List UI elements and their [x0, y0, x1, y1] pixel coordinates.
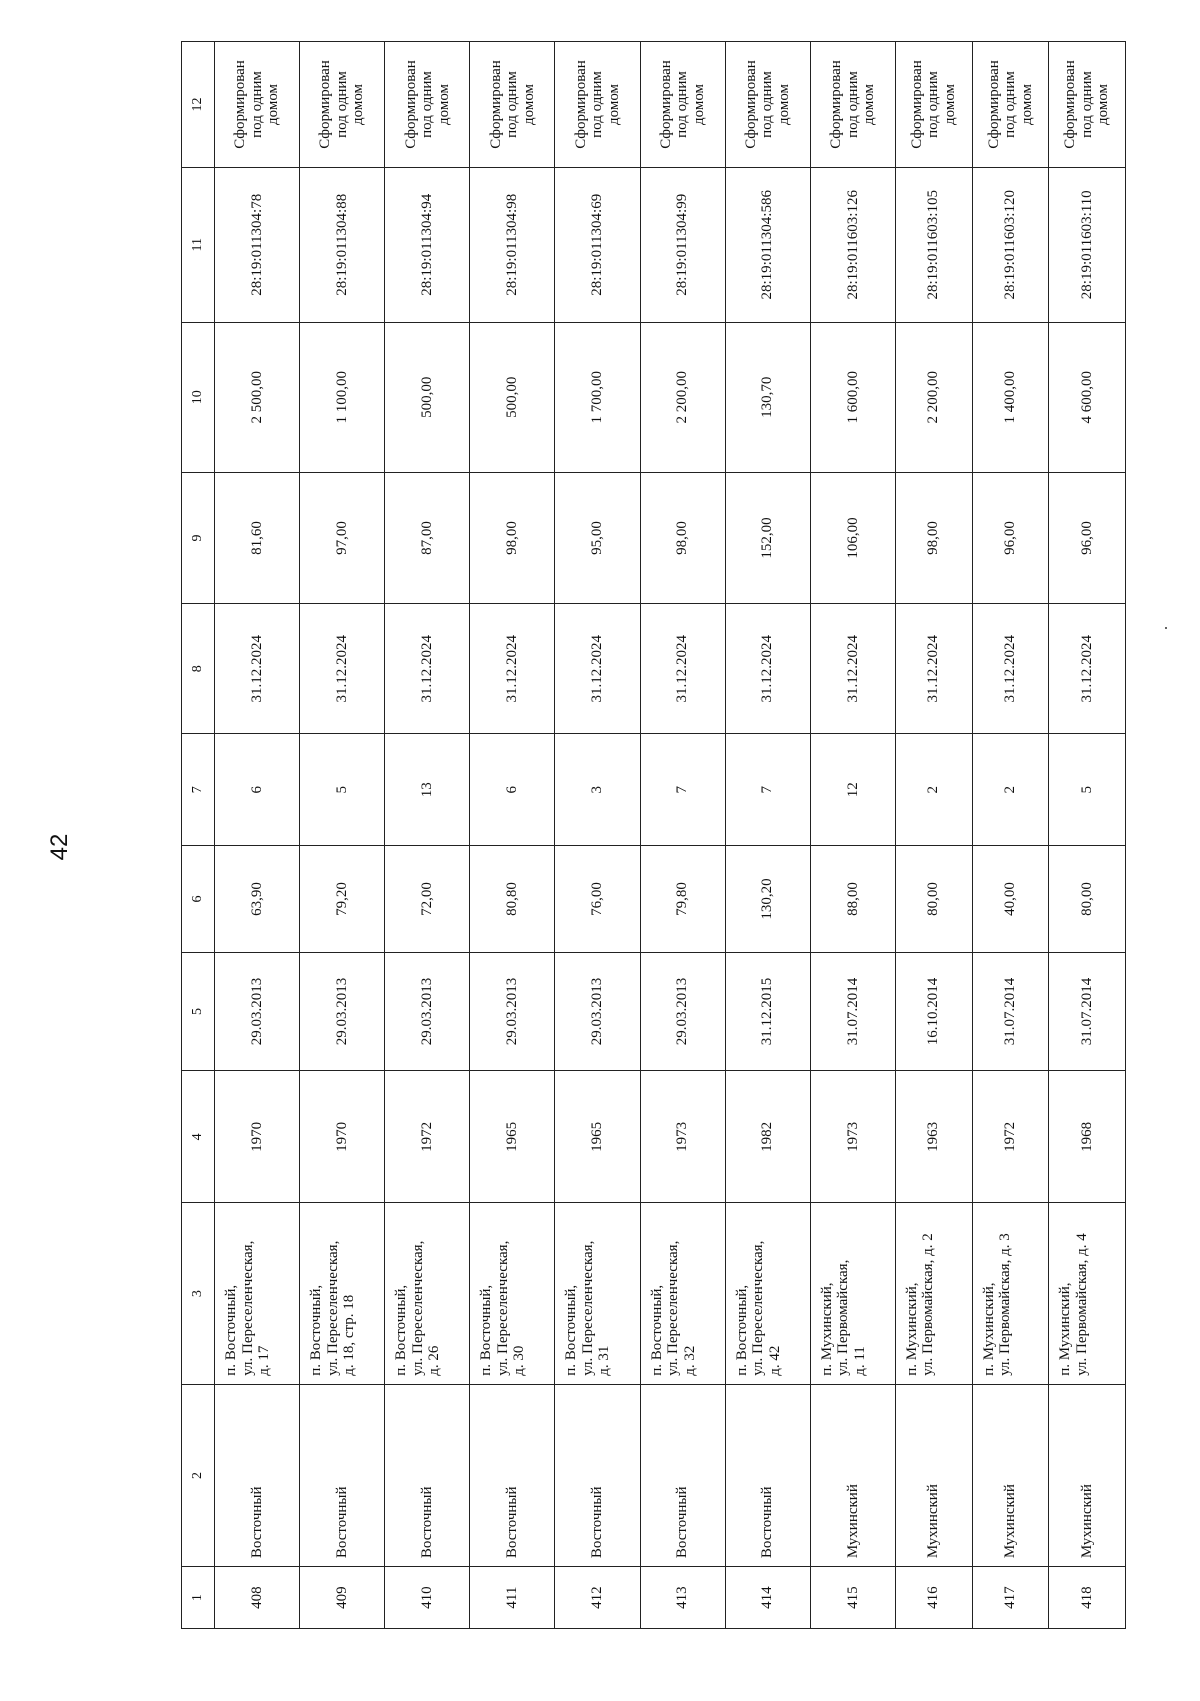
table-cell-col-2: Восточный: [640, 1384, 725, 1566]
table-cell-col-8: 31.12.2024: [215, 604, 300, 734]
column-header-11: 11: [182, 167, 215, 322]
table-cell-col-12: Сформирован под одним домом: [972, 42, 1049, 168]
table-cell-col-2: Восточный: [385, 1384, 470, 1566]
table-cell-col-1: 411: [470, 1567, 555, 1629]
page-number: 42: [46, 833, 73, 861]
table-cell-col-9: 81,60: [215, 472, 300, 603]
table-cell-col-7: 2: [972, 734, 1049, 846]
table-cell-col-12: Сформирован под одним домом: [640, 42, 725, 168]
table-cell-col-1: 409: [300, 1567, 385, 1629]
table-cell-col-11: 28:19:011603:126: [810, 167, 895, 322]
table-cell-col-8: 31.12.2024: [300, 604, 385, 734]
table-cell-col-2: Мухинский: [1049, 1384, 1126, 1566]
table-cell-col-9: 95,00: [555, 472, 640, 603]
table-cell-col-6: 72,00: [385, 846, 470, 953]
table-cell-col-9: 106,00: [810, 472, 895, 603]
table-cell-col-7: 2: [895, 734, 972, 846]
table-cell-col-12: Сформирован под одним домом: [810, 42, 895, 168]
table-row: [810, 42, 895, 1629]
table-cell-col-10: 2 200,00: [895, 322, 972, 472]
table-cell-col-8: 31.12.2024: [972, 604, 1049, 734]
table-cell-col-12: Сформирован под одним домом: [470, 42, 555, 168]
table-cell-col-9: 152,00: [725, 472, 810, 603]
table-cell-col-7: 6: [215, 734, 300, 846]
table-row: [895, 42, 972, 1629]
table-cell-col-6: 79,80: [640, 846, 725, 953]
table-cell-col-1: 414: [725, 1567, 810, 1629]
table-header-row: [182, 42, 215, 1629]
table-cell-col-8: 31.12.2024: [725, 604, 810, 734]
table-frame: [181, 41, 1126, 1629]
table-cell-col-2: Мухинский: [810, 1384, 895, 1566]
table-row: [300, 42, 385, 1629]
table-cell-col-3: п. Восточный, ул. Переселенческая, д. 31: [555, 1203, 640, 1384]
table-cell-col-6: 76,00: [555, 846, 640, 953]
table-cell-col-3: п. Мухинский, ул. Первомайская, д. 11: [810, 1203, 895, 1384]
column-header-6: 6: [182, 846, 215, 953]
table-cell-col-2: Восточный: [470, 1384, 555, 1566]
table-cell-col-10: 2 500,00: [215, 322, 300, 472]
table-cell-col-2: Восточный: [300, 1384, 385, 1566]
table-cell-col-4: 1965: [555, 1071, 640, 1203]
table-cell-col-8: 31.12.2024: [640, 604, 725, 734]
table-cell-col-11: 28:19:011603:120: [972, 167, 1049, 322]
table-cell-col-6: 79,20: [300, 846, 385, 953]
table-cell-col-10: 2 200,00: [640, 322, 725, 472]
table-cell-col-9: 87,00: [385, 472, 470, 603]
table-cell-col-8: 31.12.2024: [810, 604, 895, 734]
table-cell-col-10: 4 600,00: [1049, 322, 1126, 472]
table-cell-col-3: п. Восточный, ул. Переселенческая, д. 42: [725, 1203, 810, 1384]
table-cell-col-11: 28:19:011304:586: [725, 167, 810, 322]
table-cell-col-10: 130,70: [725, 322, 810, 472]
table-cell-col-10: 1 700,00: [555, 322, 640, 472]
column-header-7: 7: [182, 734, 215, 846]
table-cell-col-6: 80,00: [1049, 846, 1126, 953]
table-cell-col-5: 16.10.2014: [895, 952, 972, 1070]
table-row: [470, 42, 555, 1629]
table-cell-col-6: 63,90: [215, 846, 300, 953]
table-cell-col-8: 31.12.2024: [895, 604, 972, 734]
table-cell-col-1: 416: [895, 1567, 972, 1629]
table-cell-col-11: 28:19:011304:99: [640, 167, 725, 322]
table-cell-col-11: 28:19:011603:110: [1049, 167, 1126, 322]
table-cell-col-2: Мухинский: [972, 1384, 1049, 1566]
table-cell-col-7: 5: [1049, 734, 1126, 846]
table-cell-col-9: 96,00: [972, 472, 1049, 603]
table-row: [972, 42, 1049, 1629]
table-cell-col-7: 3: [555, 734, 640, 846]
table-cell-col-7: 5: [300, 734, 385, 846]
rotated-table-container: [181, 41, 1126, 1629]
table-cell-col-5: 29.03.2013: [640, 952, 725, 1070]
column-header-9: 9: [182, 472, 215, 603]
table-cell-col-12: Сформирован под одним домом: [555, 42, 640, 168]
housing-register-table: [181, 41, 1126, 1629]
table-cell-col-4: 1972: [972, 1071, 1049, 1203]
table-cell-col-8: 31.12.2024: [385, 604, 470, 734]
table-cell-col-5: 31.07.2014: [810, 952, 895, 1070]
column-header-5: 5: [182, 952, 215, 1070]
table-cell-col-11: 28:19:011304:88: [300, 167, 385, 322]
table-cell-col-1: 412: [555, 1567, 640, 1629]
table-cell-col-1: 417: [972, 1567, 1049, 1629]
table-cell-col-7: 13: [385, 734, 470, 846]
table-cell-col-7: 12: [810, 734, 895, 846]
table-cell-col-12: Сформирован под одним домом: [215, 42, 300, 168]
table-cell-col-11: 28:19:011304:94: [385, 167, 470, 322]
table-body: [215, 42, 1126, 1629]
table-cell-col-12: Сформирован под одним домом: [1049, 42, 1126, 168]
table-cell-col-5: 29.03.2013: [385, 952, 470, 1070]
table-cell-col-6: 80,00: [895, 846, 972, 953]
table-cell-col-8: 31.12.2024: [1049, 604, 1126, 734]
table-cell-col-5: 29.03.2013: [215, 952, 300, 1070]
column-header-3: 3: [182, 1203, 215, 1384]
table-cell-col-4: 1972: [385, 1071, 470, 1203]
table-cell-col-10: 500,00: [470, 322, 555, 472]
table-cell-col-5: 31.12.2015: [725, 952, 810, 1070]
table-cell-col-1: 415: [810, 1567, 895, 1629]
table-cell-col-7: 7: [725, 734, 810, 846]
table-cell-col-10: 1 600,00: [810, 322, 895, 472]
table-cell-col-3: п. Восточный, ул. Переселенческая, д. 32: [640, 1203, 725, 1384]
table-cell-col-7: 6: [470, 734, 555, 846]
table-cell-col-12: Сформирован под одним домом: [300, 42, 385, 168]
table-cell-col-11: 28:19:011304:98: [470, 167, 555, 322]
column-header-4: 4: [182, 1071, 215, 1203]
table-cell-col-2: Восточный: [555, 1384, 640, 1566]
table-cell-col-4: 1973: [640, 1071, 725, 1203]
table-cell-col-11: 28:19:011304:69: [555, 167, 640, 322]
table-cell-col-1: 410: [385, 1567, 470, 1629]
table-cell-col-10: 1 400,00: [972, 322, 1049, 472]
table-cell-col-2: Мухинский: [895, 1384, 972, 1566]
table-cell-col-4: 1963: [895, 1071, 972, 1203]
table-cell-col-8: 31.12.2024: [555, 604, 640, 734]
table-cell-col-2: Восточный: [215, 1384, 300, 1566]
table-cell-col-3: п. Восточный, ул. Переселенческая, д. 30: [470, 1203, 555, 1384]
table-cell-col-9: 98,00: [640, 472, 725, 603]
table-row: [640, 42, 725, 1629]
table-cell-col-9: 98,00: [895, 472, 972, 603]
table-cell-col-4: 1968: [1049, 1071, 1126, 1203]
table-cell-col-11: 28:19:011304:78: [215, 167, 300, 322]
table-cell-col-3: п. Восточный, ул. Переселенческая, д. 18, стр. 18: [300, 1203, 385, 1384]
table-row: [555, 42, 640, 1629]
table-cell-col-9: 98,00: [470, 472, 555, 603]
table-cell-col-3: п. Восточный, ул. Переселенческая, д. 17: [215, 1203, 300, 1384]
table-cell-col-5: 29.03.2013: [555, 952, 640, 1070]
scan-speck: [1165, 627, 1167, 629]
table-cell-col-2: Восточный: [725, 1384, 810, 1566]
table-cell-col-3: п. Мухинский, ул. Первомайская, д. 2: [895, 1203, 972, 1384]
table-cell-col-10: 1 100,00: [300, 322, 385, 472]
table-cell-col-7: 7: [640, 734, 725, 846]
column-header-8: 8: [182, 604, 215, 734]
table-cell-col-3: п. Восточный, ул. Переселенческая, д. 26: [385, 1203, 470, 1384]
table-cell-col-6: 40,00: [972, 846, 1049, 953]
table-row: [725, 42, 810, 1629]
table-cell-col-9: 96,00: [1049, 472, 1126, 603]
table-cell-col-4: 1970: [215, 1071, 300, 1203]
table-row: [215, 42, 300, 1629]
column-header-10: 10: [182, 322, 215, 472]
table-row: [1049, 42, 1126, 1629]
column-header-2: 2: [182, 1384, 215, 1566]
table-cell-col-6: 88,00: [810, 846, 895, 953]
table-row: [385, 42, 470, 1629]
table-cell-col-4: 1965: [470, 1071, 555, 1203]
table-cell-col-5: 31.07.2014: [972, 952, 1049, 1070]
table-cell-col-11: 28:19:011603:105: [895, 167, 972, 322]
table-cell-col-3: п. Мухинский, ул. Первомайская, д. 4: [1049, 1203, 1126, 1384]
table-cell-col-5: 31.07.2014: [1049, 952, 1126, 1070]
table-cell-col-4: 1970: [300, 1071, 385, 1203]
table-cell-col-4: 1973: [810, 1071, 895, 1203]
table-cell-col-6: 130,20: [725, 846, 810, 953]
table-cell-col-10: 500,00: [385, 322, 470, 472]
table-cell-col-5: 29.03.2013: [470, 952, 555, 1070]
table-cell-col-1: 418: [1049, 1567, 1126, 1629]
table-cell-col-9: 97,00: [300, 472, 385, 603]
table-cell-col-6: 80,80: [470, 846, 555, 953]
table-cell-col-5: 29.03.2013: [300, 952, 385, 1070]
table-cell-col-12: Сформирован под одним домом: [385, 42, 470, 168]
table-cell-col-12: Сформирован под одним домом: [895, 42, 972, 168]
table-cell-col-3: п. Мухинский, ул. Первомайская, д. 3: [972, 1203, 1049, 1384]
column-header-1: 1: [182, 1567, 215, 1629]
table-cell-col-12: Сформирован под одним домом: [725, 42, 810, 168]
table-cell-col-4: 1982: [725, 1071, 810, 1203]
table-cell-col-1: 413: [640, 1567, 725, 1629]
table-cell-col-8: 31.12.2024: [470, 604, 555, 734]
table-cell-col-1: 408: [215, 1567, 300, 1629]
column-header-12: 12: [182, 42, 215, 168]
